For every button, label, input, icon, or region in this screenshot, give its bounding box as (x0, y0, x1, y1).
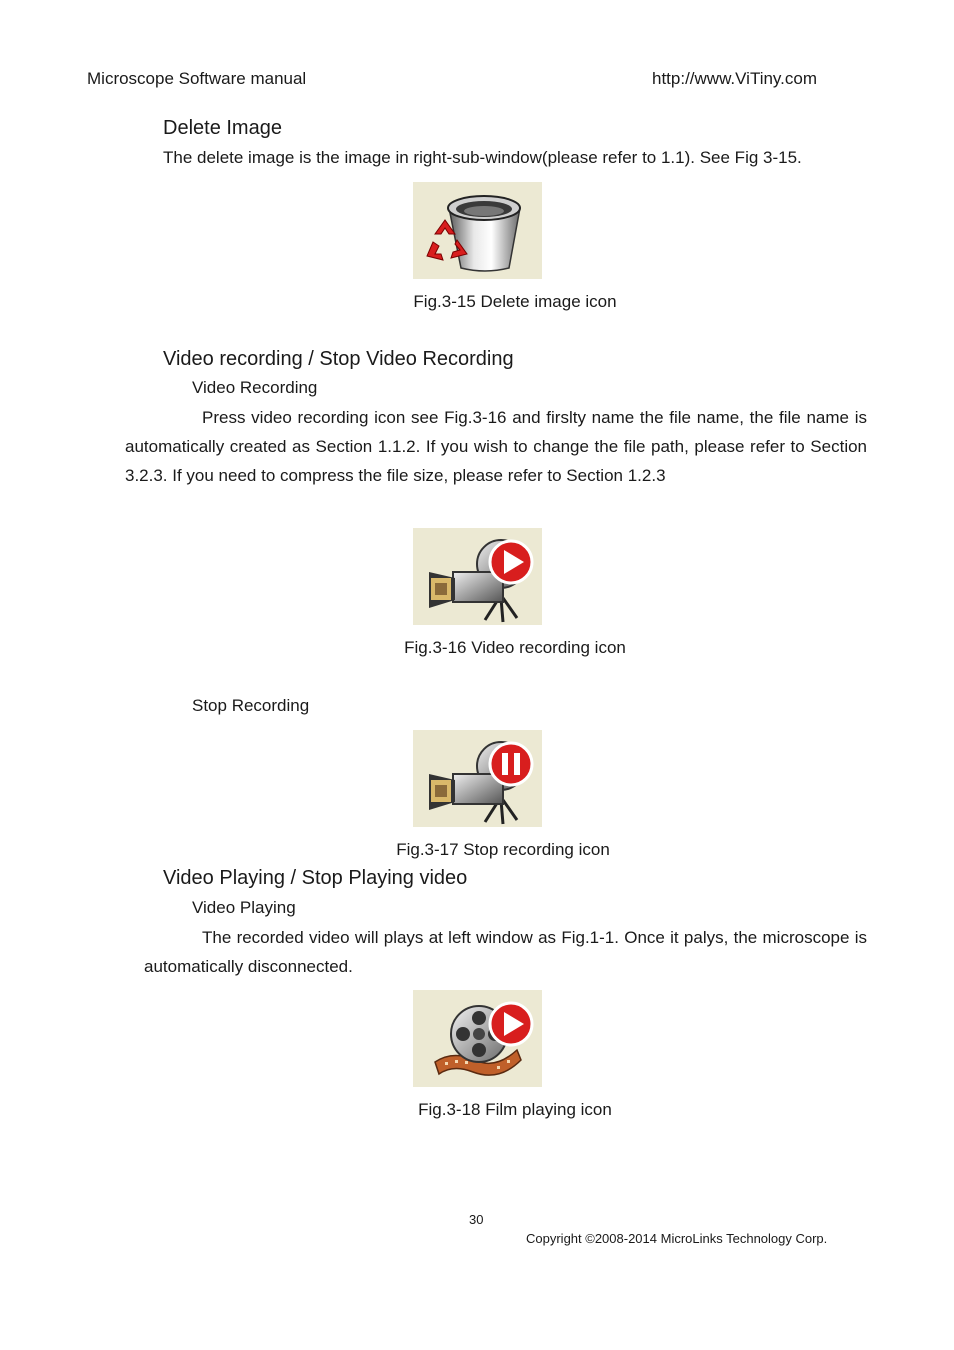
section-heading-video-playing: Video Playing / Stop Playing video (163, 867, 468, 889)
subheading-stop-recording: Stop Recording (192, 696, 310, 715)
page-number: 30 (469, 1212, 484, 1227)
subheading-video-recording: Video Recording (192, 378, 318, 397)
delete-image-text: The delete image is the image in right-sub-window(please refer to 1.1). See Fig 3-15. (163, 148, 802, 167)
video-recording-paragraph: Press video recording icon see Fig.3-16 and firslty name the file name, the file name is automatically created as Section 1.1.2. If you wish to change the file path, please refer to Section 3.2.3. If you need to compress the file size, please refer to Section 1.2.3 (125, 408, 867, 485)
video-camera-pause-icon (413, 730, 542, 827)
header-url: http://www.ViTiny.com (652, 69, 818, 88)
figure-caption-3-16: Fig.3-16 Video recording icon (404, 638, 626, 657)
figure-caption-3-17: Fig.3-17 Stop recording icon (396, 840, 610, 859)
subheading-video-playing: Video Playing (192, 898, 296, 917)
film-reel-play-icon (413, 990, 542, 1087)
figure-caption-3-15: Fig.3-15 Delete image icon (413, 292, 617, 311)
section-heading-delete-image: Delete Image (163, 117, 282, 139)
copyright-text: Copyright ©2008-2014 MicroLinks Technology Corp. (526, 1231, 828, 1246)
video-playing-paragraph: The recorded video will plays at left window as Fig.1-1. Once it palys, the microscope is automatically disconnected. (144, 928, 867, 976)
figure-caption-3-18: Fig.3-18 Film playing icon (418, 1100, 612, 1119)
header-title: Microscope Software manual (87, 69, 307, 88)
video-camera-record-icon (413, 528, 542, 625)
section-heading-video-recording: Video recording / Stop Video Recording (163, 348, 514, 370)
recycle-bin-icon (413, 182, 542, 279)
